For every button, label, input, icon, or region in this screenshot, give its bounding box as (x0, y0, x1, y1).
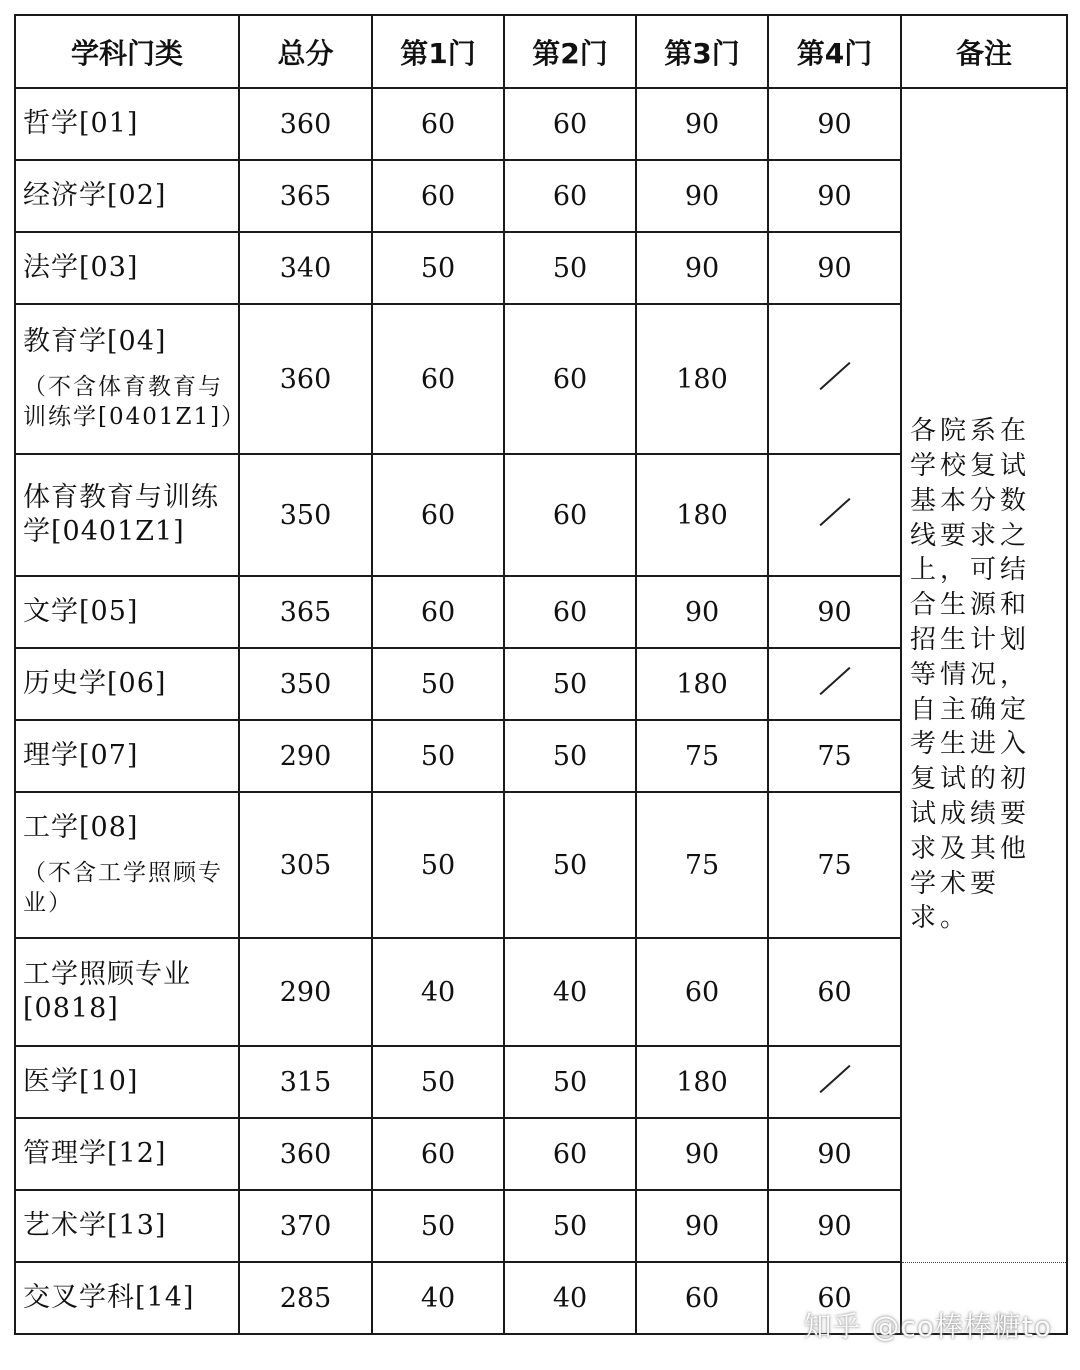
subject-cell (15, 160, 239, 232)
subject-cell (15, 304, 247, 454)
course1-score-cell: 40 (372, 1262, 504, 1334)
header-remark: 备注 (901, 15, 1067, 88)
course4-score-cell (768, 1046, 901, 1118)
course4-score-cell: 75 (768, 792, 901, 938)
course2-score-cell: 50 (504, 232, 636, 304)
course1-score-cell: 60 (372, 88, 504, 160)
course1-score-cell: 40 (372, 938, 504, 1046)
subject-cell (15, 576, 239, 648)
course4-score-cell: 90 (768, 88, 901, 160)
subject-name: 医学[10] (23, 1066, 139, 1098)
course4-score-cell (768, 454, 901, 576)
course2-score-cell: 50 (504, 1190, 636, 1262)
not-applicable-slash (819, 1063, 851, 1095)
table-body (15, 88, 1067, 1334)
course2-score-cell: 40 (504, 938, 636, 1046)
course4-score-cell: 60 (768, 1262, 901, 1334)
course3-score-cell: 90 (636, 88, 768, 160)
subject-name: 艺术学[13] (23, 1210, 167, 1242)
total-score-cell: 360 (239, 304, 372, 454)
subject-name: 经济学[02] (23, 180, 167, 212)
header-course4: 第4门 (768, 15, 901, 88)
not-applicable-slash (819, 496, 851, 528)
total-score-cell: 290 (239, 938, 372, 1046)
course4-score-cell (768, 648, 901, 720)
subject-name: 管理学[12] (23, 1138, 167, 1170)
subject-cell (15, 792, 239, 938)
subject-note: （不含工学照顾专业） (23, 859, 223, 916)
subject-cell (15, 938, 239, 1046)
course1-score-cell: 50 (372, 232, 504, 304)
course4-score-cell: 90 (768, 1190, 901, 1262)
total-score-cell: 285 (239, 1262, 372, 1334)
subject-cell (15, 232, 239, 304)
subject-name: 工学照顾专业[0818] (23, 959, 191, 1024)
not-applicable-slash (819, 360, 851, 392)
subject-cell (15, 1046, 239, 1118)
total-score-cell: 340 (239, 232, 372, 304)
course3-score-cell: 90 (636, 1118, 768, 1190)
total-score-cell: 305 (239, 792, 372, 938)
course2-score-cell: 50 (504, 1046, 636, 1118)
total-score-cell: 350 (239, 454, 372, 576)
total-score-cell: 365 (239, 160, 372, 232)
subject-cell (15, 88, 239, 160)
course2-score-cell: 60 (504, 304, 636, 454)
header-total: 总分 (239, 15, 372, 88)
course3-score-cell: 60 (636, 938, 768, 1046)
course3-score-cell: 180 (636, 1046, 768, 1118)
subject-name: 交叉学科[14] (23, 1282, 195, 1314)
course3-score-cell: 90 (636, 576, 768, 648)
not-applicable-slash (819, 665, 851, 697)
subject-name: 工学[08] (23, 812, 139, 844)
table-row (15, 88, 1067, 160)
subject-name: 历史学[06] (23, 668, 167, 700)
subject-cell (15, 1118, 239, 1190)
total-score-cell: 315 (239, 1046, 372, 1118)
course3-score-cell: 180 (636, 304, 768, 454)
course1-score-cell: 60 (372, 576, 504, 648)
course2-score-cell: 50 (504, 720, 636, 792)
course4-score-cell (768, 304, 901, 454)
course3-score-cell: 180 (636, 648, 768, 720)
course2-score-cell: 50 (504, 648, 636, 720)
subject-name: 体育教育与训练学[0401Z1] (23, 482, 219, 547)
header-course1: 第1门 (372, 15, 504, 88)
subject-cell (15, 720, 239, 792)
subject-name: 教育学[04] (23, 326, 167, 358)
subject-note: （不含体育教育与训练学[0401Z1]） (23, 373, 247, 430)
course3-score-cell: 75 (636, 720, 768, 792)
course4-score-cell: 90 (768, 232, 901, 304)
course2-score-cell: 60 (504, 88, 636, 160)
header-subject: 学科门类 (15, 15, 239, 88)
subject-cell (15, 1262, 239, 1334)
course1-score-cell: 50 (372, 1190, 504, 1262)
header-course3: 第3门 (636, 15, 768, 88)
remark-cell: 各院系在学校复试基本分数线要求之上，可结合生源和招生计划等情况，自主确定考生进入复试的初试成绩要求及其他学术要求。 (901, 88, 1067, 1262)
course4-score-cell: 90 (768, 576, 901, 648)
course4-score-cell: 90 (768, 1118, 901, 1190)
course2-score-cell: 40 (504, 1262, 636, 1334)
course3-score-cell: 90 (636, 160, 768, 232)
course3-score-cell: 90 (636, 1190, 768, 1262)
subject-cell (15, 648, 239, 720)
course1-score-cell: 50 (372, 720, 504, 792)
course1-score-cell: 50 (372, 1046, 504, 1118)
course1-score-cell: 60 (372, 160, 504, 232)
course1-score-cell: 50 (372, 792, 504, 938)
score-table-container (14, 14, 1068, 1335)
course1-score-cell: 60 (372, 454, 504, 576)
total-score-cell: 365 (239, 576, 372, 648)
total-score-cell: 370 (239, 1190, 372, 1262)
course3-score-cell: 90 (636, 232, 768, 304)
subject-name: 法学[03] (23, 252, 139, 284)
subject-name: 文学[05] (23, 596, 139, 628)
subject-name: 哲学[01] (23, 108, 139, 140)
course2-score-cell: 60 (504, 1118, 636, 1190)
total-score-cell: 360 (239, 1118, 372, 1190)
course2-score-cell: 60 (504, 160, 636, 232)
course4-score-cell: 60 (768, 938, 901, 1046)
course1-score-cell: 50 (372, 648, 504, 720)
total-score-cell: 350 (239, 648, 372, 720)
course3-score-cell: 180 (636, 454, 768, 576)
total-score-cell: 360 (239, 88, 372, 160)
course2-score-cell: 50 (504, 792, 636, 938)
course1-score-cell: 60 (372, 304, 504, 454)
watermark: 知乎 @co棒棒糖to (803, 1310, 1052, 1343)
score-table (14, 14, 1068, 1335)
course3-score-cell: 60 (636, 1262, 768, 1334)
course4-score-cell: 75 (768, 720, 901, 792)
subject-cell (15, 1190, 239, 1262)
course2-score-cell: 60 (504, 576, 636, 648)
total-score-cell: 290 (239, 720, 372, 792)
course3-score-cell: 75 (636, 792, 768, 938)
header-course2: 第2门 (504, 15, 636, 88)
course2-score-cell: 60 (504, 454, 636, 576)
course1-score-cell: 60 (372, 1118, 504, 1190)
subject-name: 理学[07] (23, 740, 139, 772)
course4-score-cell: 90 (768, 160, 901, 232)
table-header-row (15, 15, 1067, 88)
subject-cell (15, 454, 239, 576)
